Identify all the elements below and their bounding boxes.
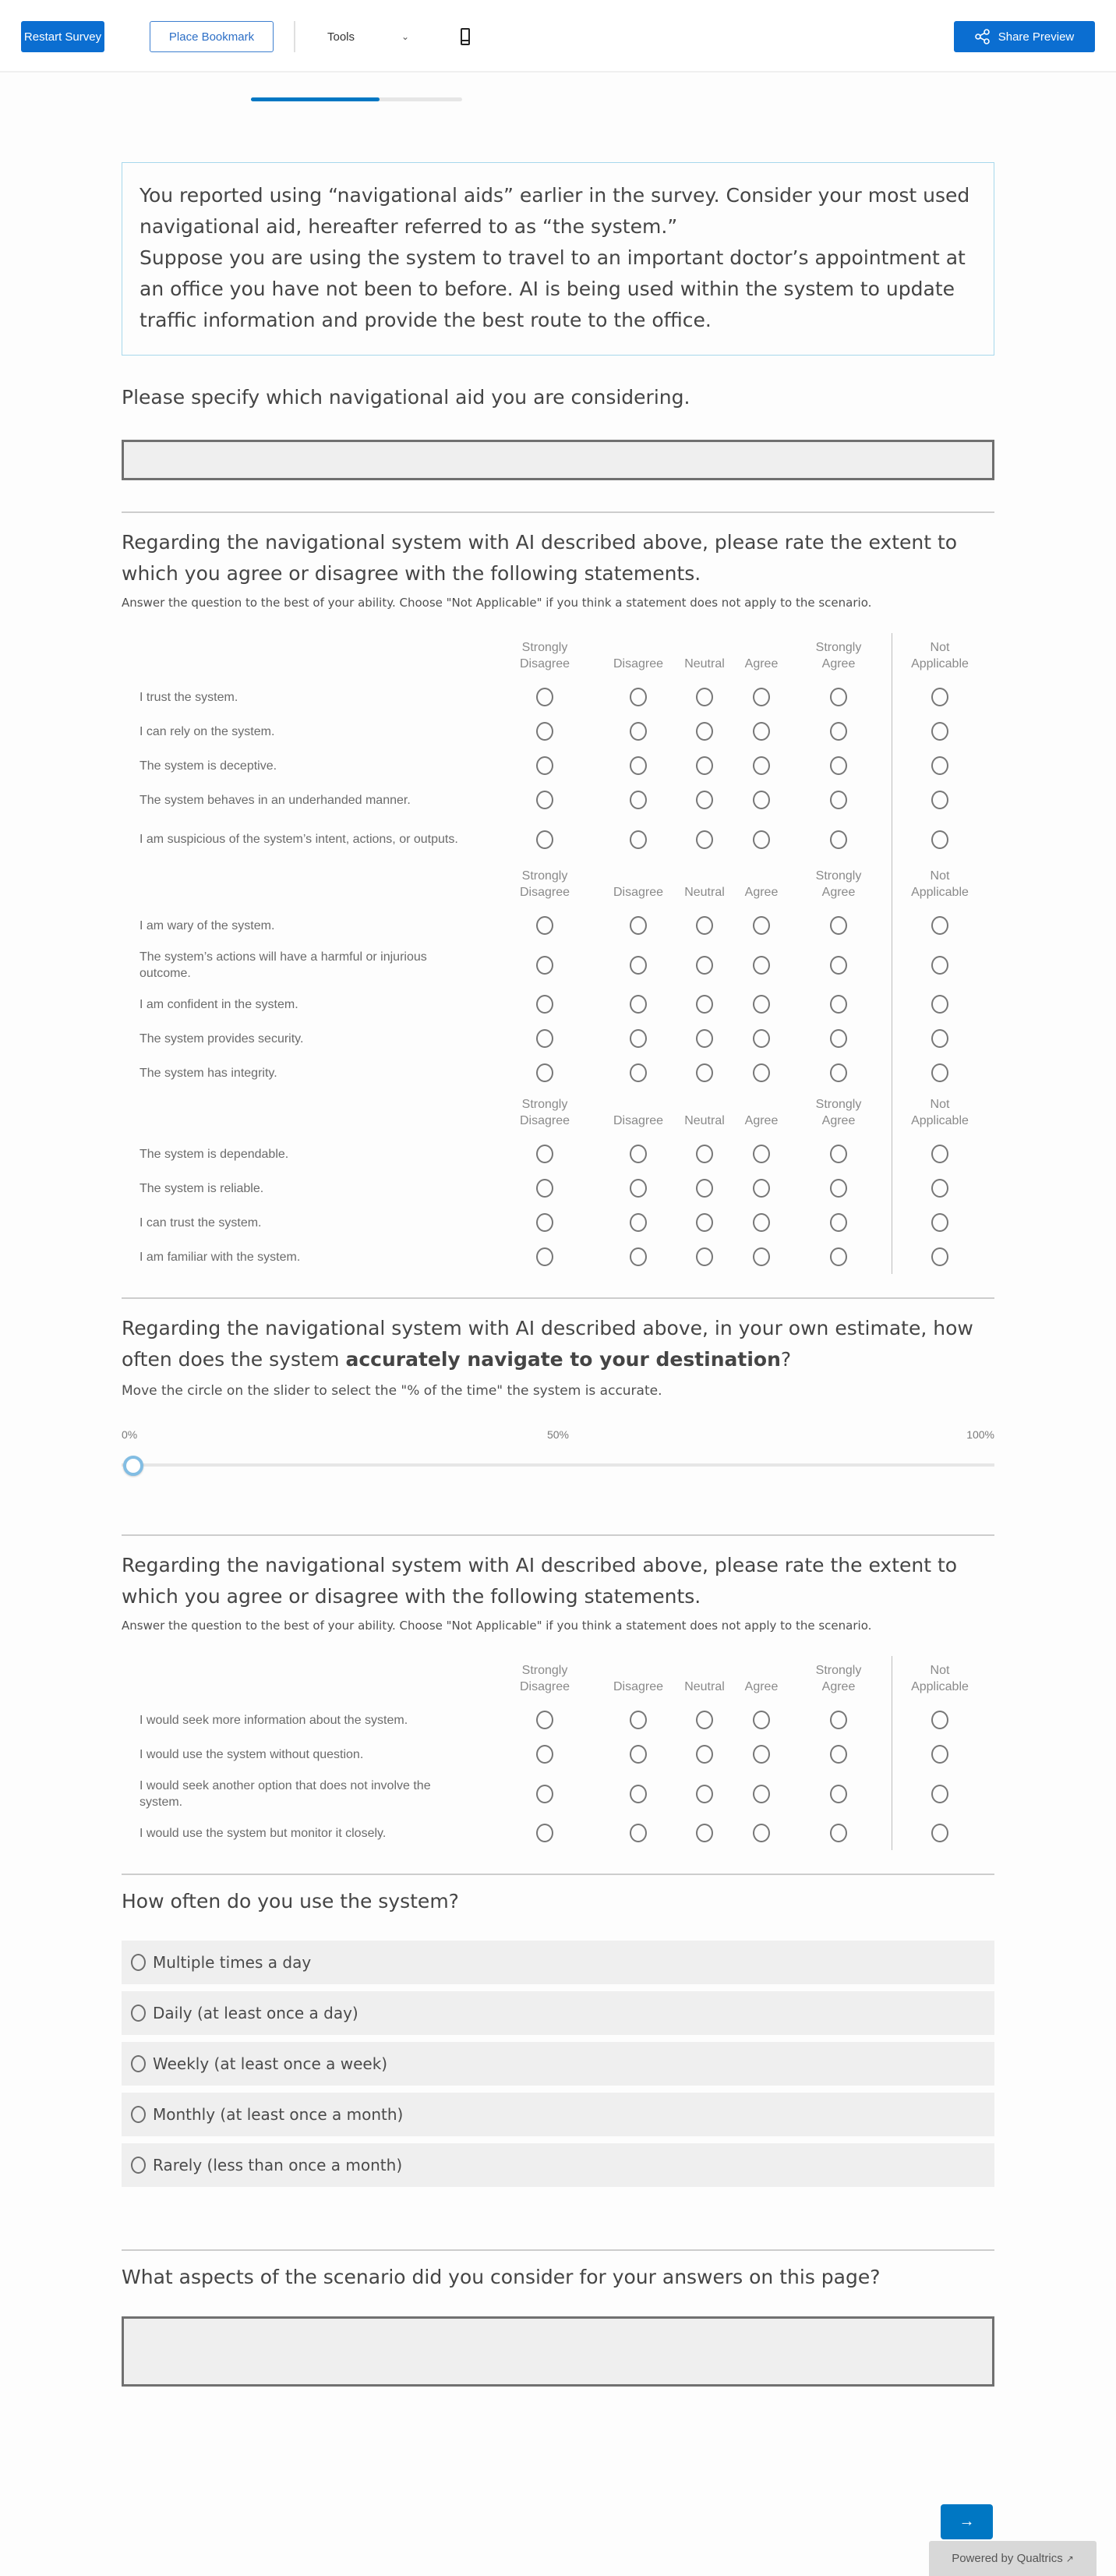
question-specify-aid-title: Please specify which navigational aid you are considering. xyxy=(122,386,690,409)
matrix-column-header xyxy=(726,638,796,672)
matrix-row xyxy=(122,1205,994,1240)
matrix-radio-not-applicable[interactable] xyxy=(931,1213,948,1232)
frequency-option[interactable] xyxy=(122,2042,994,2086)
slider-handle[interactable] xyxy=(123,1456,143,1476)
matrix-radio-agree[interactable] xyxy=(753,1145,770,1163)
matrix-radio-agree[interactable] xyxy=(753,688,770,706)
matrix-radio-agree[interactable] xyxy=(753,791,770,809)
matrix-radio-strongly-disagree[interactable] xyxy=(536,1145,553,1163)
matrix-radio-strongly-disagree[interactable] xyxy=(536,1247,553,1266)
accuracy-slider[interactable] xyxy=(122,1453,994,1477)
column-header-line1: Strongly xyxy=(521,1664,568,1677)
matrix-statement: The system’s actions will have a harmful or injurious outcome. xyxy=(140,950,427,980)
matrix-radio-agree[interactable] xyxy=(753,1179,770,1198)
matrix-radio-not-applicable[interactable] xyxy=(931,830,948,849)
matrix-radio-neutral[interactable] xyxy=(696,791,713,809)
radio-button[interactable] xyxy=(131,1954,146,1971)
column-header-line1: Strongly xyxy=(521,641,568,654)
column-header-line1: Not xyxy=(930,1664,950,1677)
matrix-radio-not-applicable[interactable] xyxy=(931,956,948,975)
matrix-statement: The system behaves in an underhanded manner. xyxy=(140,793,411,807)
column-header-line2: Agree xyxy=(744,1680,779,1693)
frequency-option-label: Weekly (at least once a week) xyxy=(153,2054,388,2073)
matrix-radio-neutral[interactable] xyxy=(696,1247,713,1266)
navigational-aid-input[interactable] xyxy=(122,440,994,480)
column-header-line2: Agree xyxy=(744,657,779,671)
matrix-radio-strongly-agree[interactable] xyxy=(830,916,847,935)
matrix-radio-agree[interactable] xyxy=(753,1247,770,1266)
matrix-radio-agree[interactable] xyxy=(753,1063,770,1082)
column-header-line2: Agree xyxy=(821,1680,856,1693)
matrix-radio-neutral[interactable] xyxy=(696,1785,713,1803)
column-header-line2: Agree xyxy=(821,1114,856,1127)
column-header-line1: Not xyxy=(930,1098,950,1111)
scenario-intro-box xyxy=(122,162,994,356)
progress-fill xyxy=(251,97,380,101)
question-behavior-instruction: Answer the question to the best of your ability. Choose "Not Applicable" if you think a statement does not apply to the scenario. xyxy=(122,1619,872,1633)
matrix-radio-agree[interactable] xyxy=(753,1029,770,1048)
matrix-statement: I am wary of the system. xyxy=(140,918,275,932)
intro-paragraph-2: Suppose you are using the system to travel to an important doctor’s appointment at an office you have not been to before. AI is being used within the system to update traffic information and provide the best route to the office. xyxy=(140,246,966,331)
matrix-column-header xyxy=(803,1095,874,1129)
matrix-radio-not-applicable[interactable] xyxy=(931,916,948,935)
matrix-radio-strongly-agree[interactable] xyxy=(830,1179,847,1198)
section-divider xyxy=(122,2249,994,2251)
matrix-row xyxy=(122,1171,994,1205)
matrix-radio-agree[interactable] xyxy=(753,916,770,935)
matrix-column-header xyxy=(510,1095,580,1129)
column-header-line2: Neutral xyxy=(684,886,725,899)
column-header-line2: Disagree xyxy=(613,886,664,899)
matrix-radio-strongly-disagree[interactable] xyxy=(536,830,553,849)
frequency-option[interactable] xyxy=(122,2143,994,2187)
frequency-option[interactable] xyxy=(122,1941,994,1984)
matrix-radio-strongly-agree[interactable] xyxy=(830,756,847,775)
matrix-column-header xyxy=(905,1661,975,1695)
matrix-radio-strongly-agree[interactable] xyxy=(830,1029,847,1048)
question-behavior-title: Regarding the navigational system with AI described above, please rate the extent to which you agree or disagree with the following statements. xyxy=(122,1554,958,1608)
next-page-button[interactable]: → xyxy=(941,2504,993,2539)
matrix-radio-neutral[interactable] xyxy=(696,916,713,935)
matrix-radio-not-applicable[interactable] xyxy=(931,688,948,706)
matrix-column-header xyxy=(803,866,874,901)
column-header-line2: Agree xyxy=(821,886,856,899)
share-preview-button[interactable] xyxy=(954,21,1095,52)
matrix-radio-neutral[interactable] xyxy=(696,722,713,741)
matrix-radio-agree[interactable] xyxy=(753,995,770,1014)
matrix-column-header xyxy=(905,866,975,901)
matrix-radio-strongly-disagree[interactable] xyxy=(536,956,553,975)
column-header-line2: Agree xyxy=(744,1114,779,1127)
accuracy-title-suffix: ? xyxy=(780,1348,792,1371)
matrix-statement: I trust the system. xyxy=(140,690,238,704)
matrix-statement: I would use the system but monitor it closely. xyxy=(140,1826,387,1840)
matrix-statement: I can rely on the system. xyxy=(140,724,275,738)
matrix-radio-not-applicable[interactable] xyxy=(931,1145,948,1163)
share-icon xyxy=(975,29,991,44)
matrix-radio-agree[interactable] xyxy=(753,1824,770,1842)
slider-label-100: 100% xyxy=(966,1428,994,1441)
column-header-line1: Strongly xyxy=(815,869,862,883)
trust-matrix xyxy=(122,633,994,1274)
matrix-radio-disagree[interactable] xyxy=(630,995,647,1014)
matrix-row xyxy=(122,783,994,817)
question-accuracy-title xyxy=(122,1313,994,1375)
radio-button[interactable] xyxy=(131,2106,146,2123)
mobile-preview-icon[interactable] xyxy=(461,28,470,45)
matrix-radio-disagree[interactable] xyxy=(630,830,647,849)
column-header-line2: Agree xyxy=(744,886,779,899)
matrix-radio-strongly-agree[interactable] xyxy=(830,722,847,741)
frequency-option-label: Multiple times a day xyxy=(153,1953,312,1972)
chevron-down-icon: ⌄ xyxy=(401,31,410,42)
matrix-column-headers xyxy=(122,1090,994,1137)
matrix-column-header xyxy=(603,1095,673,1129)
column-header-line2: Applicable xyxy=(911,886,969,899)
column-header-line2: Neutral xyxy=(684,1114,725,1127)
matrix-statement: I am familiar with the system. xyxy=(140,1250,301,1264)
matrix-column-header xyxy=(603,638,673,672)
matrix-radio-strongly-disagree[interactable] xyxy=(536,995,553,1014)
matrix-radio-agree[interactable] xyxy=(753,1213,770,1232)
matrix-row xyxy=(122,1056,994,1090)
section-divider xyxy=(122,511,994,513)
matrix-radio-strongly-disagree[interactable] xyxy=(536,1063,553,1082)
matrix-column-headers xyxy=(122,862,994,908)
matrix-radio-strongly-agree[interactable] xyxy=(830,1711,847,1729)
matrix-radio-neutral[interactable] xyxy=(696,688,713,706)
matrix-column-header xyxy=(803,638,874,672)
matrix-radio-not-applicable[interactable] xyxy=(931,1063,948,1082)
column-header-line1: Strongly xyxy=(521,1098,568,1111)
tools-label: Tools xyxy=(327,30,355,44)
column-header-line2: Applicable xyxy=(911,1680,969,1693)
matrix-radio-neutral[interactable] xyxy=(696,830,713,849)
accuracy-title-bold: accurately navigate to your destination xyxy=(345,1348,781,1371)
matrix-radio-neutral[interactable] xyxy=(696,1711,713,1729)
matrix-radio-neutral[interactable] xyxy=(696,1063,713,1082)
matrix-radio-not-applicable[interactable] xyxy=(931,1824,948,1842)
matrix-row xyxy=(122,1703,994,1737)
matrix-radio-agree[interactable] xyxy=(753,1745,770,1764)
matrix-statement: I am suspicious of the system’s intent, actions, or outputs. xyxy=(140,833,458,846)
matrix-radio-strongly-agree[interactable] xyxy=(830,956,847,975)
matrix-radio-not-applicable[interactable] xyxy=(931,722,948,741)
radio-button[interactable] xyxy=(131,2157,146,2174)
column-header-line2: Neutral xyxy=(684,1680,725,1693)
matrix-radio-not-applicable[interactable] xyxy=(931,1711,948,1729)
survey-body xyxy=(122,162,994,2387)
matrix-column-header xyxy=(726,866,796,901)
matrix-radio-strongly-disagree[interactable] xyxy=(536,1745,553,1764)
slider-scale-labels xyxy=(122,1428,994,1445)
matrix-radio-agree[interactable] xyxy=(753,1711,770,1729)
matrix-radio-not-applicable[interactable] xyxy=(931,1745,948,1764)
column-header-line2: Disagree xyxy=(519,1680,570,1693)
matrix-row xyxy=(122,714,994,748)
frequency-options xyxy=(122,1941,994,2187)
matrix-row xyxy=(122,1137,994,1171)
matrix-radio-strongly-disagree[interactable] xyxy=(536,916,553,935)
matrix-radio-strongly-disagree[interactable] xyxy=(536,1029,553,1048)
matrix-radio-disagree[interactable] xyxy=(630,1063,647,1082)
matrix-radio-disagree[interactable] xyxy=(630,916,647,935)
matrix-column-headers xyxy=(122,1656,994,1703)
matrix-radio-neutral[interactable] xyxy=(696,1179,713,1198)
matrix-column-header xyxy=(510,1661,580,1695)
question-frequency-title: How often do you use the system? xyxy=(122,1890,459,1913)
matrix-row xyxy=(122,1816,994,1850)
matrix-radio-strongly-agree[interactable] xyxy=(830,688,847,706)
question-accuracy-instruction: Move the circle on the slider to select the "% of the time" the system is accurate. xyxy=(122,1383,662,1399)
matrix-radio-strongly-disagree[interactable] xyxy=(536,1824,553,1842)
matrix-radio-agree[interactable] xyxy=(753,830,770,849)
matrix-radio-disagree[interactable] xyxy=(630,1029,647,1048)
powered-by-qualtrics-link[interactable] xyxy=(929,2541,1097,2576)
matrix-radio-strongly-disagree[interactable] xyxy=(536,756,553,775)
matrix-row xyxy=(122,1771,994,1816)
matrix-statement: The system has integrity. xyxy=(140,1066,277,1080)
matrix-column-headers xyxy=(122,633,994,680)
matrix-row xyxy=(122,908,994,943)
matrix-radio-strongly-agree[interactable] xyxy=(830,1745,847,1764)
matrix-radio-disagree[interactable] xyxy=(630,1711,647,1729)
slider-rail[interactable] xyxy=(122,1463,994,1467)
matrix-row xyxy=(122,943,994,987)
matrix-radio-neutral[interactable] xyxy=(696,1213,713,1232)
matrix-row xyxy=(122,748,994,783)
column-header-line1: Not xyxy=(930,869,950,883)
matrix-row xyxy=(122,1021,994,1056)
matrix-radio-strongly-agree[interactable] xyxy=(830,791,847,809)
matrix-row xyxy=(122,987,994,1021)
matrix-column-header xyxy=(905,1095,975,1129)
matrix-radio-strongly-disagree[interactable] xyxy=(536,1213,553,1232)
column-header-line2: Neutral xyxy=(684,657,725,671)
matrix-radio-strongly-agree[interactable] xyxy=(830,1824,847,1842)
matrix-radio-agree[interactable] xyxy=(753,956,770,975)
matrix-radio-strongly-agree[interactable] xyxy=(830,995,847,1014)
matrix-radio-disagree[interactable] xyxy=(630,1247,647,1266)
restart-survey-button[interactable]: Restart Survey xyxy=(21,21,104,52)
matrix-radio-disagree[interactable] xyxy=(630,1745,647,1764)
column-header-line2: Disagree xyxy=(613,1114,664,1127)
matrix-radio-neutral[interactable] xyxy=(696,956,713,975)
column-header-line1: Not xyxy=(930,641,950,654)
matrix-radio-neutral[interactable] xyxy=(696,1145,713,1163)
radio-button[interactable] xyxy=(131,2055,146,2072)
matrix-statement: The system is deceptive. xyxy=(140,759,277,773)
column-header-line1: Strongly xyxy=(815,641,862,654)
section-divider xyxy=(122,1874,994,1875)
matrix-radio-disagree[interactable] xyxy=(630,722,647,741)
matrix-row xyxy=(122,817,994,862)
matrix-statement: I am confident in the system. xyxy=(140,997,298,1011)
aspects-textarea[interactable] xyxy=(122,2316,994,2387)
behavior-matrix xyxy=(122,1656,994,1850)
matrix-radio-not-applicable[interactable] xyxy=(931,1029,948,1048)
matrix-radio-strongly-agree[interactable] xyxy=(830,1213,847,1232)
matrix-statement: I can trust the system. xyxy=(140,1215,262,1230)
matrix-radio-strongly-disagree[interactable] xyxy=(536,1711,553,1729)
external-link-icon: ↗ xyxy=(1065,2553,1074,2564)
matrix-statement: The system is reliable. xyxy=(140,1181,264,1195)
matrix-radio-agree[interactable] xyxy=(753,756,770,775)
matrix-radio-not-applicable[interactable] xyxy=(931,1785,948,1803)
matrix-radio-strongly-disagree[interactable] xyxy=(536,1179,553,1198)
matrix-row xyxy=(122,1240,994,1274)
matrix-radio-neutral[interactable] xyxy=(696,1824,713,1842)
matrix-statement: I would seek another option that does not involve the system. xyxy=(140,1778,431,1809)
matrix-column-header xyxy=(905,638,975,672)
radio-button[interactable] xyxy=(131,2005,146,2022)
column-header-line1: Strongly xyxy=(815,1098,862,1111)
column-header-line2: Disagree xyxy=(519,657,570,671)
column-header-line2: Disagree xyxy=(519,1114,570,1127)
matrix-radio-disagree[interactable] xyxy=(630,791,647,809)
matrix-row xyxy=(122,1737,994,1771)
matrix-column-header xyxy=(510,866,580,901)
matrix-row xyxy=(122,680,994,714)
column-header-line2: Disagree xyxy=(613,1680,664,1693)
matrix-column-header xyxy=(603,866,673,901)
matrix-radio-neutral[interactable] xyxy=(696,995,713,1014)
matrix-radio-disagree[interactable] xyxy=(630,1785,647,1803)
matrix-statement: The system provides security. xyxy=(140,1031,304,1046)
matrix-radio-disagree[interactable] xyxy=(630,1179,647,1198)
column-header-line1: Strongly xyxy=(815,1664,862,1677)
matrix-statement: I would use the system without question. xyxy=(140,1747,364,1761)
matrix-radio-strongly-agree[interactable] xyxy=(830,1785,847,1803)
matrix-radio-neutral[interactable] xyxy=(696,756,713,775)
slider-label-0: 0% xyxy=(122,1428,138,1441)
matrix-radio-not-applicable[interactable] xyxy=(931,791,948,809)
matrix-radio-strongly-disagree[interactable] xyxy=(536,688,553,706)
matrix-radio-disagree[interactable] xyxy=(630,688,647,706)
matrix-radio-agree[interactable] xyxy=(753,1785,770,1803)
matrix-radio-not-applicable[interactable] xyxy=(931,995,948,1014)
column-header-line1: Strongly xyxy=(521,869,568,883)
matrix-radio-neutral[interactable] xyxy=(696,1745,713,1764)
matrix-radio-not-applicable[interactable] xyxy=(931,1179,948,1198)
matrix-radio-disagree[interactable] xyxy=(630,1213,647,1232)
section-divider xyxy=(122,1534,994,1536)
column-header-line2: Disagree xyxy=(613,657,664,671)
matrix-radio-disagree[interactable] xyxy=(630,1824,647,1842)
tools-dropdown[interactable] xyxy=(327,21,409,52)
matrix-radio-not-applicable[interactable] xyxy=(931,756,948,775)
matrix-radio-strongly-disagree[interactable] xyxy=(536,791,553,809)
matrix-column-header xyxy=(603,1661,673,1695)
matrix-column-header xyxy=(510,638,580,672)
question-trust-instruction: Answer the question to the best of your ability. Choose "Not Applicable" if you think a statement does not apply to the scenario. xyxy=(122,596,872,610)
progress-bar xyxy=(251,97,462,101)
matrix-radio-strongly-disagree[interactable] xyxy=(536,722,553,741)
column-header-line2: Applicable xyxy=(911,1114,969,1127)
matrix-radio-disagree[interactable] xyxy=(630,1145,647,1163)
matrix-radio-strongly-agree[interactable] xyxy=(830,830,847,849)
question-aspects-title: What aspects of the scenario did you consider for your answers on this page? xyxy=(122,2266,881,2288)
accuracy-title-prefix: Regarding the navigational system with AI described above, in your own estimate, how often does the system xyxy=(122,1317,973,1371)
matrix-radio-not-applicable[interactable] xyxy=(931,1247,948,1266)
top-toolbar xyxy=(0,0,1116,73)
intro-paragraph-1: You reported using “navigational aids” earlier in the survey. Consider your most used navigational aid, hereafter referred to as “the system.” xyxy=(140,184,970,238)
column-header-line2: Disagree xyxy=(519,886,570,899)
frequency-option-label: Rarely (less than once a month) xyxy=(153,2156,403,2174)
matrix-statement: The system is dependable. xyxy=(140,1147,289,1161)
question-trust-title: Regarding the navigational system with AI described above, please rate the extent to which you agree or disagree with the following statements. xyxy=(122,531,958,585)
matrix-column-header xyxy=(803,1661,874,1695)
powered-by-label: Powered by Qualtrics xyxy=(952,2552,1063,2565)
frequency-option[interactable] xyxy=(122,2093,994,2136)
frequency-option[interactable] xyxy=(122,1991,994,2035)
section-divider xyxy=(122,1297,994,1299)
column-header-line2: Applicable xyxy=(911,657,969,671)
toolbar-divider xyxy=(294,21,295,52)
matrix-radio-strongly-agree[interactable] xyxy=(830,1247,847,1266)
matrix-statement: I would seek more information about the system. xyxy=(140,1713,408,1727)
matrix-radio-neutral[interactable] xyxy=(696,1029,713,1048)
matrix-radio-strongly-agree[interactable] xyxy=(830,1145,847,1163)
matrix-column-header xyxy=(726,1661,796,1695)
matrix-radio-disagree[interactable] xyxy=(630,956,647,975)
share-preview-label: Share Preview xyxy=(998,30,1075,44)
frequency-option-label: Monthly (at least once a month) xyxy=(153,2105,404,2124)
column-header-line2: Agree xyxy=(821,657,856,671)
matrix-radio-strongly-agree[interactable] xyxy=(830,1063,847,1082)
matrix-column-header xyxy=(726,1095,796,1129)
matrix-radio-agree[interactable] xyxy=(753,722,770,741)
place-bookmark-button[interactable]: Place Bookmark xyxy=(150,21,274,52)
slider-label-50: 50% xyxy=(546,1428,570,1441)
matrix-radio-strongly-disagree[interactable] xyxy=(536,1785,553,1803)
frequency-option-label: Daily (at least once a day) xyxy=(153,2004,358,2022)
matrix-radio-disagree[interactable] xyxy=(630,756,647,775)
